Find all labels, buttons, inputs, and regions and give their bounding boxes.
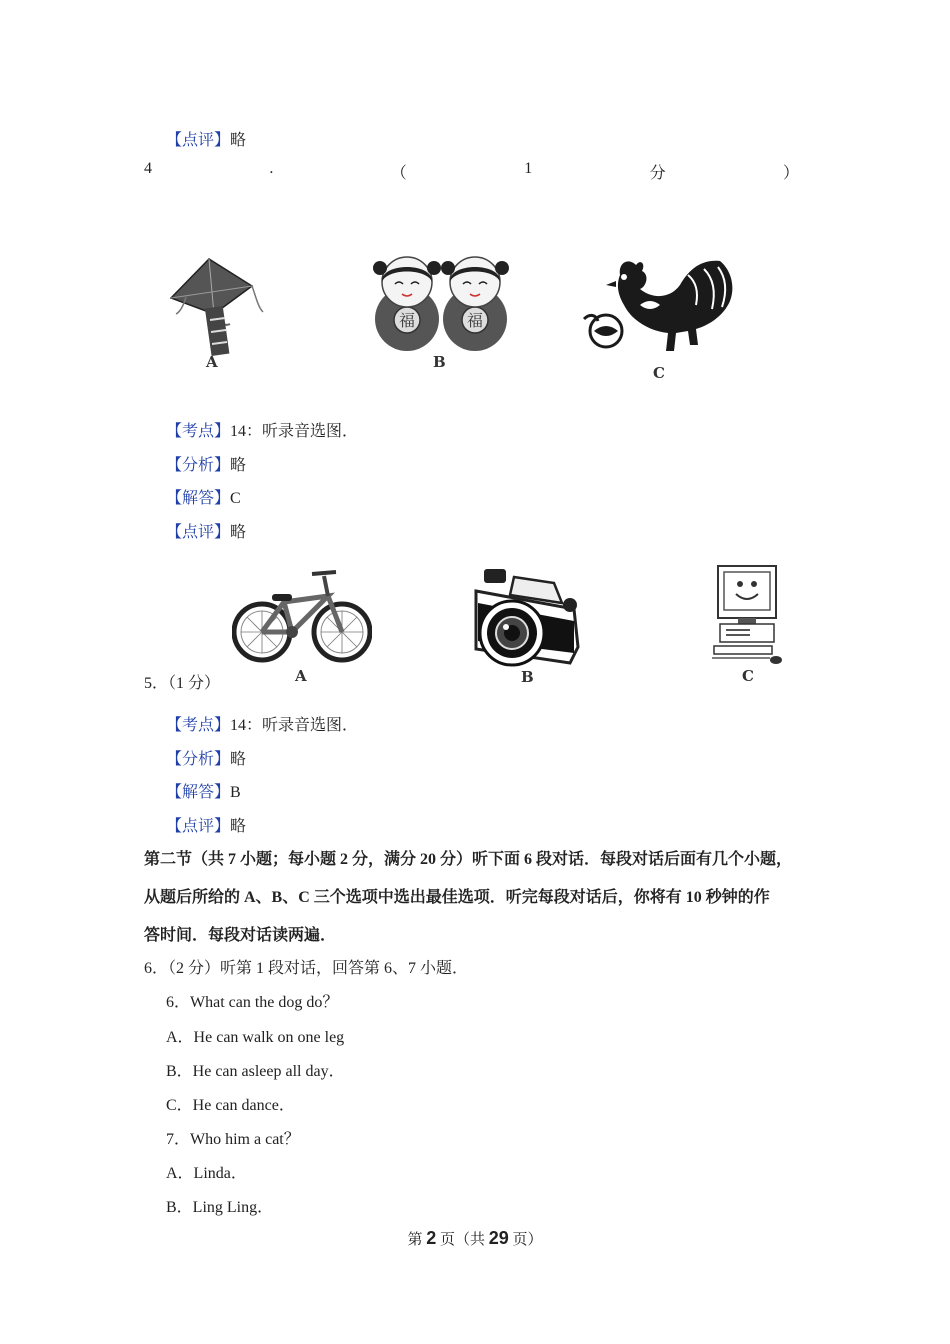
bicycle-icon [232,566,372,666]
camera-icon [470,563,586,669]
q6-option-c: C．He can dance． [166,1097,295,1114]
q5-kaodian-line [166,712,358,735]
q4-kaodian-line [166,418,358,441]
fenxi-tag: 【分析】 [166,457,231,474]
q7-question: 7．Who him a cat？ [166,1131,300,1148]
review-text: 略 [230,132,247,149]
q4-caption-c: C [653,364,665,382]
q5-header: 5．（1 分） [144,675,221,692]
section2-line1: 第二节（共 7 小题；每小题 2 分，满分 20 分）听下面 6 段对话．每段对话后面有几个小题， [144,851,793,868]
section2-line2: 从题后所给的 A、B、C 三个选项中选出最佳选项．听完每段对话后，你将有 10 秒钟的作 [144,889,770,906]
kaodian-text: 14：听录音选图． [230,423,359,440]
q5-dianping-line [166,813,246,836]
jieda-tag: 【解答】 [166,490,231,507]
dianping-text: 略 [230,818,247,835]
q7-option-b: B．Ling Ling． [166,1199,274,1216]
q5-caption-c: C [742,667,754,685]
dianping-tag: 【点评】 [166,818,231,835]
q4-fenxi-line [166,452,246,475]
footer-post: 页） [508,1232,543,1248]
footer-total-pages: 29 [488,1228,509,1248]
kite-icon [166,252,266,357]
kaodian-tag: 【考点】 [166,717,231,734]
footer-page-number: 2 [426,1228,437,1248]
footer-mid: 页（共 [436,1232,489,1248]
q5-caption-a: A [295,667,307,685]
q7-option-a: A．Linda． [166,1165,247,1182]
q3-review-line [166,127,246,150]
kaodian-tag: 【考点】 [166,423,231,440]
q4-jieda-line [166,485,241,508]
q4-caption-b: B [433,353,446,371]
rooster-papercut-icon [580,255,740,357]
jieda-text: C [230,490,241,507]
q6-option-b: B．He can asleep all day． [166,1063,345,1080]
fenxi-text: 略 [230,751,247,768]
q4-open-paren: （ [390,165,407,182]
q4-number: 4 [144,160,152,177]
q5-caption-b: B [521,668,534,686]
q6-option-a: A．He can walk on one leg [166,1029,345,1046]
kaodian-text: 14：听录音选图． [230,717,359,734]
page-footer [0,1228,950,1249]
q6-header: 6．（2 分）听第 1 段对话，回答第 6、7 小题． [144,960,469,977]
fenxi-tag: 【分析】 [166,751,231,768]
svg-text:福: 福 [466,311,484,330]
q4-score: 1 [524,160,533,177]
q5-fenxi-line [166,746,246,769]
computer-icon [710,564,786,668]
q4-close-paren: ） [782,165,799,182]
dianping-text: 略 [230,524,247,541]
q4-score-unit: 分 [649,165,666,182]
footer-pre: 第 [407,1232,427,1248]
q5-jieda-line [166,779,241,802]
review-tag: 【点评】 [166,132,231,149]
dianping-tag: 【点评】 [166,524,231,541]
section2-line3: 答时间．每段对话读两遍． [144,927,337,944]
q4-dot: . [269,160,274,177]
fu-dolls-icon [372,254,510,352]
jieda-tag: 【解答】 [166,784,231,801]
svg-text:福: 福 [398,311,416,330]
q4-caption-a: A [206,353,218,371]
q4-header [144,160,799,183]
q4-dianping-line [166,519,246,542]
fenxi-text: 略 [230,457,247,474]
q6-question: 6．What can the dog do？ [166,994,339,1011]
jieda-text: B [230,784,241,801]
